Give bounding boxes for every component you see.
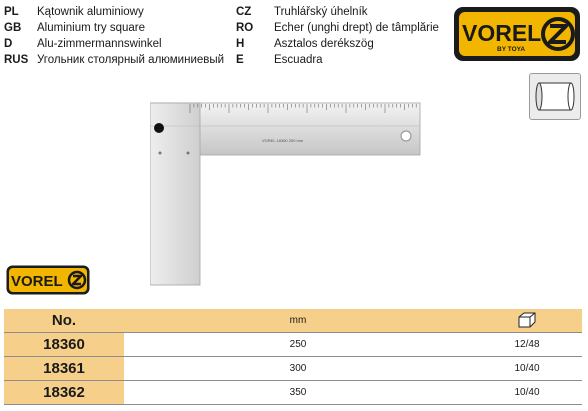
lang-row-e <box>236 52 439 68</box>
lang-text: Aluminium try square <box>37 22 146 34</box>
language-list-left <box>4 4 224 68</box>
lang-text: Alu-zimmermannswinkel <box>37 38 162 50</box>
spec-table <box>4 309 582 405</box>
table-row <box>4 357 582 381</box>
ruler-inscription: VOREL 18360 250 mm <box>262 138 304 143</box>
lang-code: RO <box>236 22 254 34</box>
lang-row-gb <box>4 20 224 36</box>
table-row <box>4 381 582 405</box>
cell-pack: 10/40 <box>514 387 540 398</box>
lang-text: Escuadra <box>274 54 323 66</box>
vorel-logo-small <box>6 265 90 295</box>
lang-row-h <box>236 36 439 52</box>
lang-text: Kątownik aluminiowy <box>37 6 144 18</box>
table-row <box>4 333 582 357</box>
lang-code: GB <box>4 22 22 34</box>
lang-code: H <box>236 38 245 50</box>
table-header-row <box>4 309 582 333</box>
logo-wordmark: VOREL <box>11 273 63 290</box>
cell-pack: 12/48 <box>514 339 540 350</box>
cell-product-no: 18362 <box>4 381 124 405</box>
lang-code: E <box>236 54 244 66</box>
column-header-size: mm <box>124 309 472 333</box>
cell-product-no: 18361 <box>4 357 124 381</box>
column-header-pack <box>472 309 582 333</box>
vorel-logo <box>453 6 581 62</box>
lang-row-cz <box>236 4 439 20</box>
logo-tagline: BY TOYA <box>497 46 526 53</box>
lang-row-ro <box>236 20 439 36</box>
lang-code: CZ <box>236 6 252 18</box>
column-header-no: No. <box>4 309 124 333</box>
lang-code: PL <box>4 6 19 18</box>
lang-code: RUS <box>4 54 29 66</box>
lang-text: Echer (unghi drept) de tâmplărie <box>274 22 439 34</box>
logo-wordmark: VOREL <box>462 20 542 46</box>
cell-pack: 10/40 <box>514 363 540 374</box>
lang-code: D <box>4 38 13 50</box>
cell-size: 250 <box>289 339 307 350</box>
try-square-image <box>150 100 430 300</box>
lang-row-rus <box>4 52 224 68</box>
cube-icon <box>518 312 536 328</box>
lang-text: Угольник столярный алюминиевый <box>37 54 225 66</box>
cell-size: 300 <box>289 363 307 374</box>
cell-size: 350 <box>289 387 307 398</box>
lang-row-pl <box>4 4 224 20</box>
lang-text: Truhlářský úhelník <box>274 6 368 18</box>
lang-text: Asztalos derékszög <box>274 38 374 50</box>
square-profile-icon <box>529 73 581 120</box>
lang-row-d <box>4 36 224 52</box>
cell-product-no: 18360 <box>4 333 124 357</box>
language-list-right <box>236 4 439 68</box>
